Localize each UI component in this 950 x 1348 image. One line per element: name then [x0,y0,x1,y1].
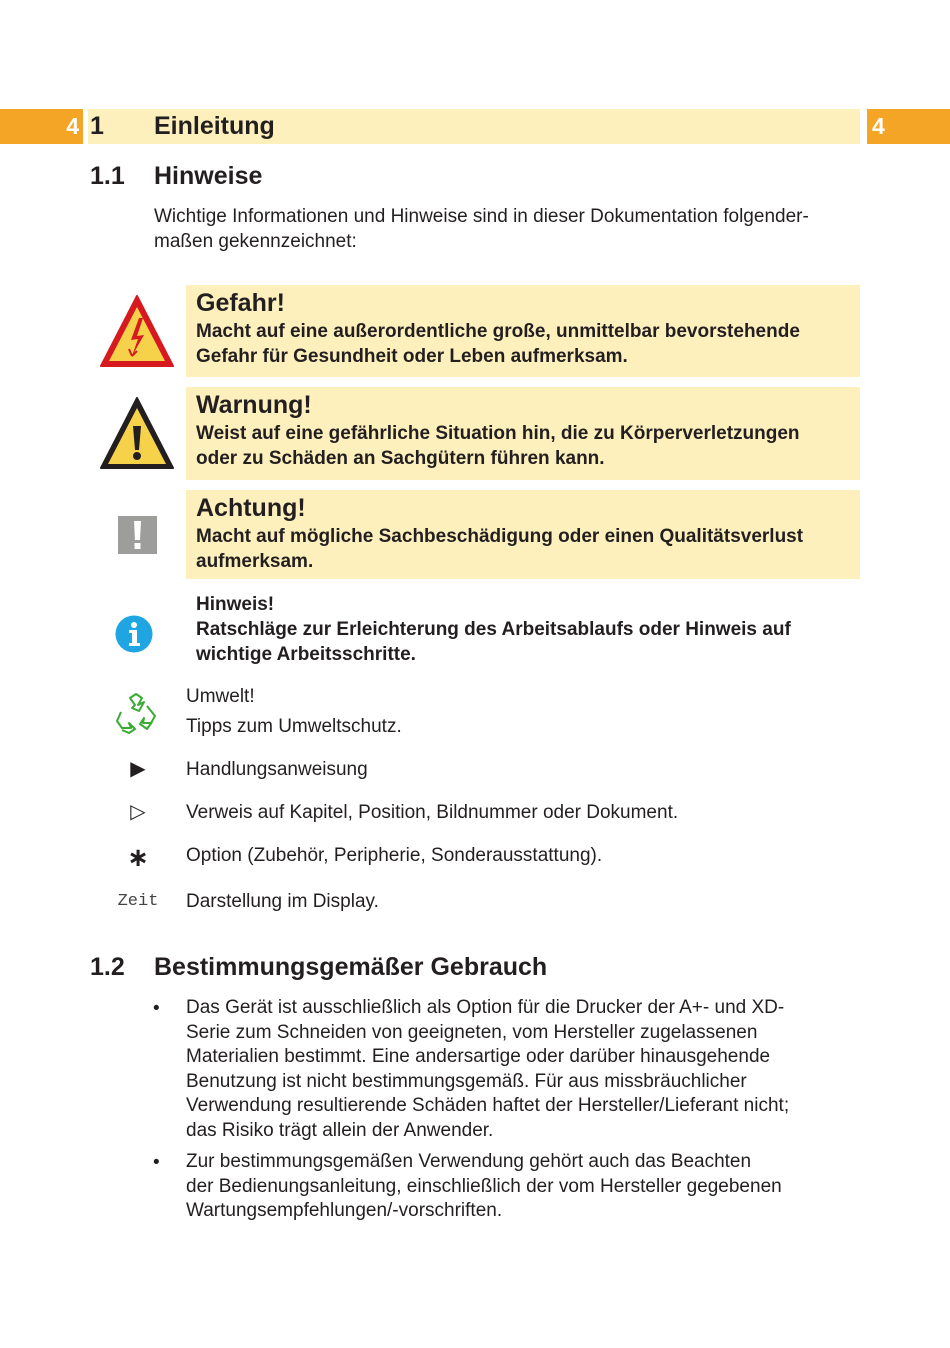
bullet-line: Serie zum Schneiden von geeigneten, vom Hersteller zugelassenen [186,1021,758,1043]
action-arrow-icon: ▶ [130,758,146,780]
caution-exclamation-icon [118,516,157,559]
recycle-icon [113,692,159,741]
environment-title: Umwelt! [186,686,255,707]
bullet-line: Wartungsempfehlungen/-vorschriften. [186,1200,503,1221]
bullet-item [186,1150,846,1224]
notice-text: Macht auf mögliche Sachbeschädigung oder einen Qualitätsverlust [196,526,804,547]
option-text: Option (Zubehör, Peripherie, Sonderausstattung). [186,845,603,866]
reference-text: Verweis auf Kapitel, Position, Bildnummer oder Dokument. [186,802,679,823]
chapter-title: Einleitung [154,112,275,140]
chapter-number: 1 [90,112,104,140]
notice-text: Weist auf eine gefährliche Situation hin, die zu Körperverletzungen [196,423,800,444]
page-number-left: 4 [0,109,83,144]
notice-title: Gefahr! [196,289,285,317]
option-asterisk-icon: ∗ [127,842,149,872]
bullet-item [186,996,846,1143]
notice-title: Warnung! [196,391,312,419]
warning-triangle-icon [98,394,176,477]
section-title: Bestimmungsgemäßer Gebrauch [154,953,548,981]
notice-text: Gefahr für Gesundheit oder Leben aufmerksam. [196,346,628,367]
display-sample: Zeit [117,892,159,911]
hint-block [196,592,860,667]
danger-notice [186,285,860,377]
warning-notice [186,387,860,480]
intro-line: Wichtige Informationen und Hinweise sind in dieser Dokumentation folgender- [154,206,809,227]
section-number: 1.2 [90,953,125,981]
hint-text: Ratschläge zur Erleichterung des Arbeitsablaufs oder Hinweis auf [196,619,791,640]
bullet-line: Verwendung resultierende Schäden haftet der Hersteller/Lieferant nicht; [186,1095,790,1116]
bullet-marker: • [153,1152,160,1173]
bullet-line: das Risiko trägt allein der Anwender. [186,1119,494,1141]
reference-arrow-icon: ▷ [130,801,146,823]
bullet-marker: • [153,998,160,1019]
notice-title: Achtung! [196,494,306,522]
hint-title: Hinweis! [196,594,275,615]
bullet-line: der Bedienungsanleitung, einschließlich der vom Hersteller gegebenen [186,1175,782,1197]
intro-line: maßen gekennzeichnet: [154,231,357,252]
electric-hazard-icon [98,292,176,375]
section-number: 1.1 [90,162,125,190]
bullet-line: Das Gerät ist ausschließlich als Option für die Drucker der A+- und XD- [186,997,785,1018]
bullet-line: Benutzung ist nicht bestimmungsgemäß. Für aus missbräuchlicher [186,1070,747,1092]
info-icon [115,615,153,658]
environment-text: Tipps zum Umweltschutz. [186,716,402,737]
intro-paragraph [154,204,864,254]
section-title: Hinweise [154,162,263,190]
caution-notice [186,490,860,579]
action-text: Handlungsanweisung [186,759,368,780]
notice-text: aufmerksam. [196,551,314,572]
notice-text: Macht auf eine außerordentliche große, unmittelbar bevorstehende [196,321,800,342]
bullet-line: Materialien bestimmt. Eine andersartige oder darüber hinausgehende [186,1046,771,1067]
hint-text: wichtige Arbeitsschritte. [196,644,416,665]
notice-text: oder zu Schäden an Sachgütern führen kann. [196,448,605,469]
bullet-line: Zur bestimmungsgemäßen Verwendung gehört auch das Beachten [186,1151,752,1172]
display-text: Darstellung im Display. [186,891,379,912]
page-number-right: 4 [867,109,950,144]
